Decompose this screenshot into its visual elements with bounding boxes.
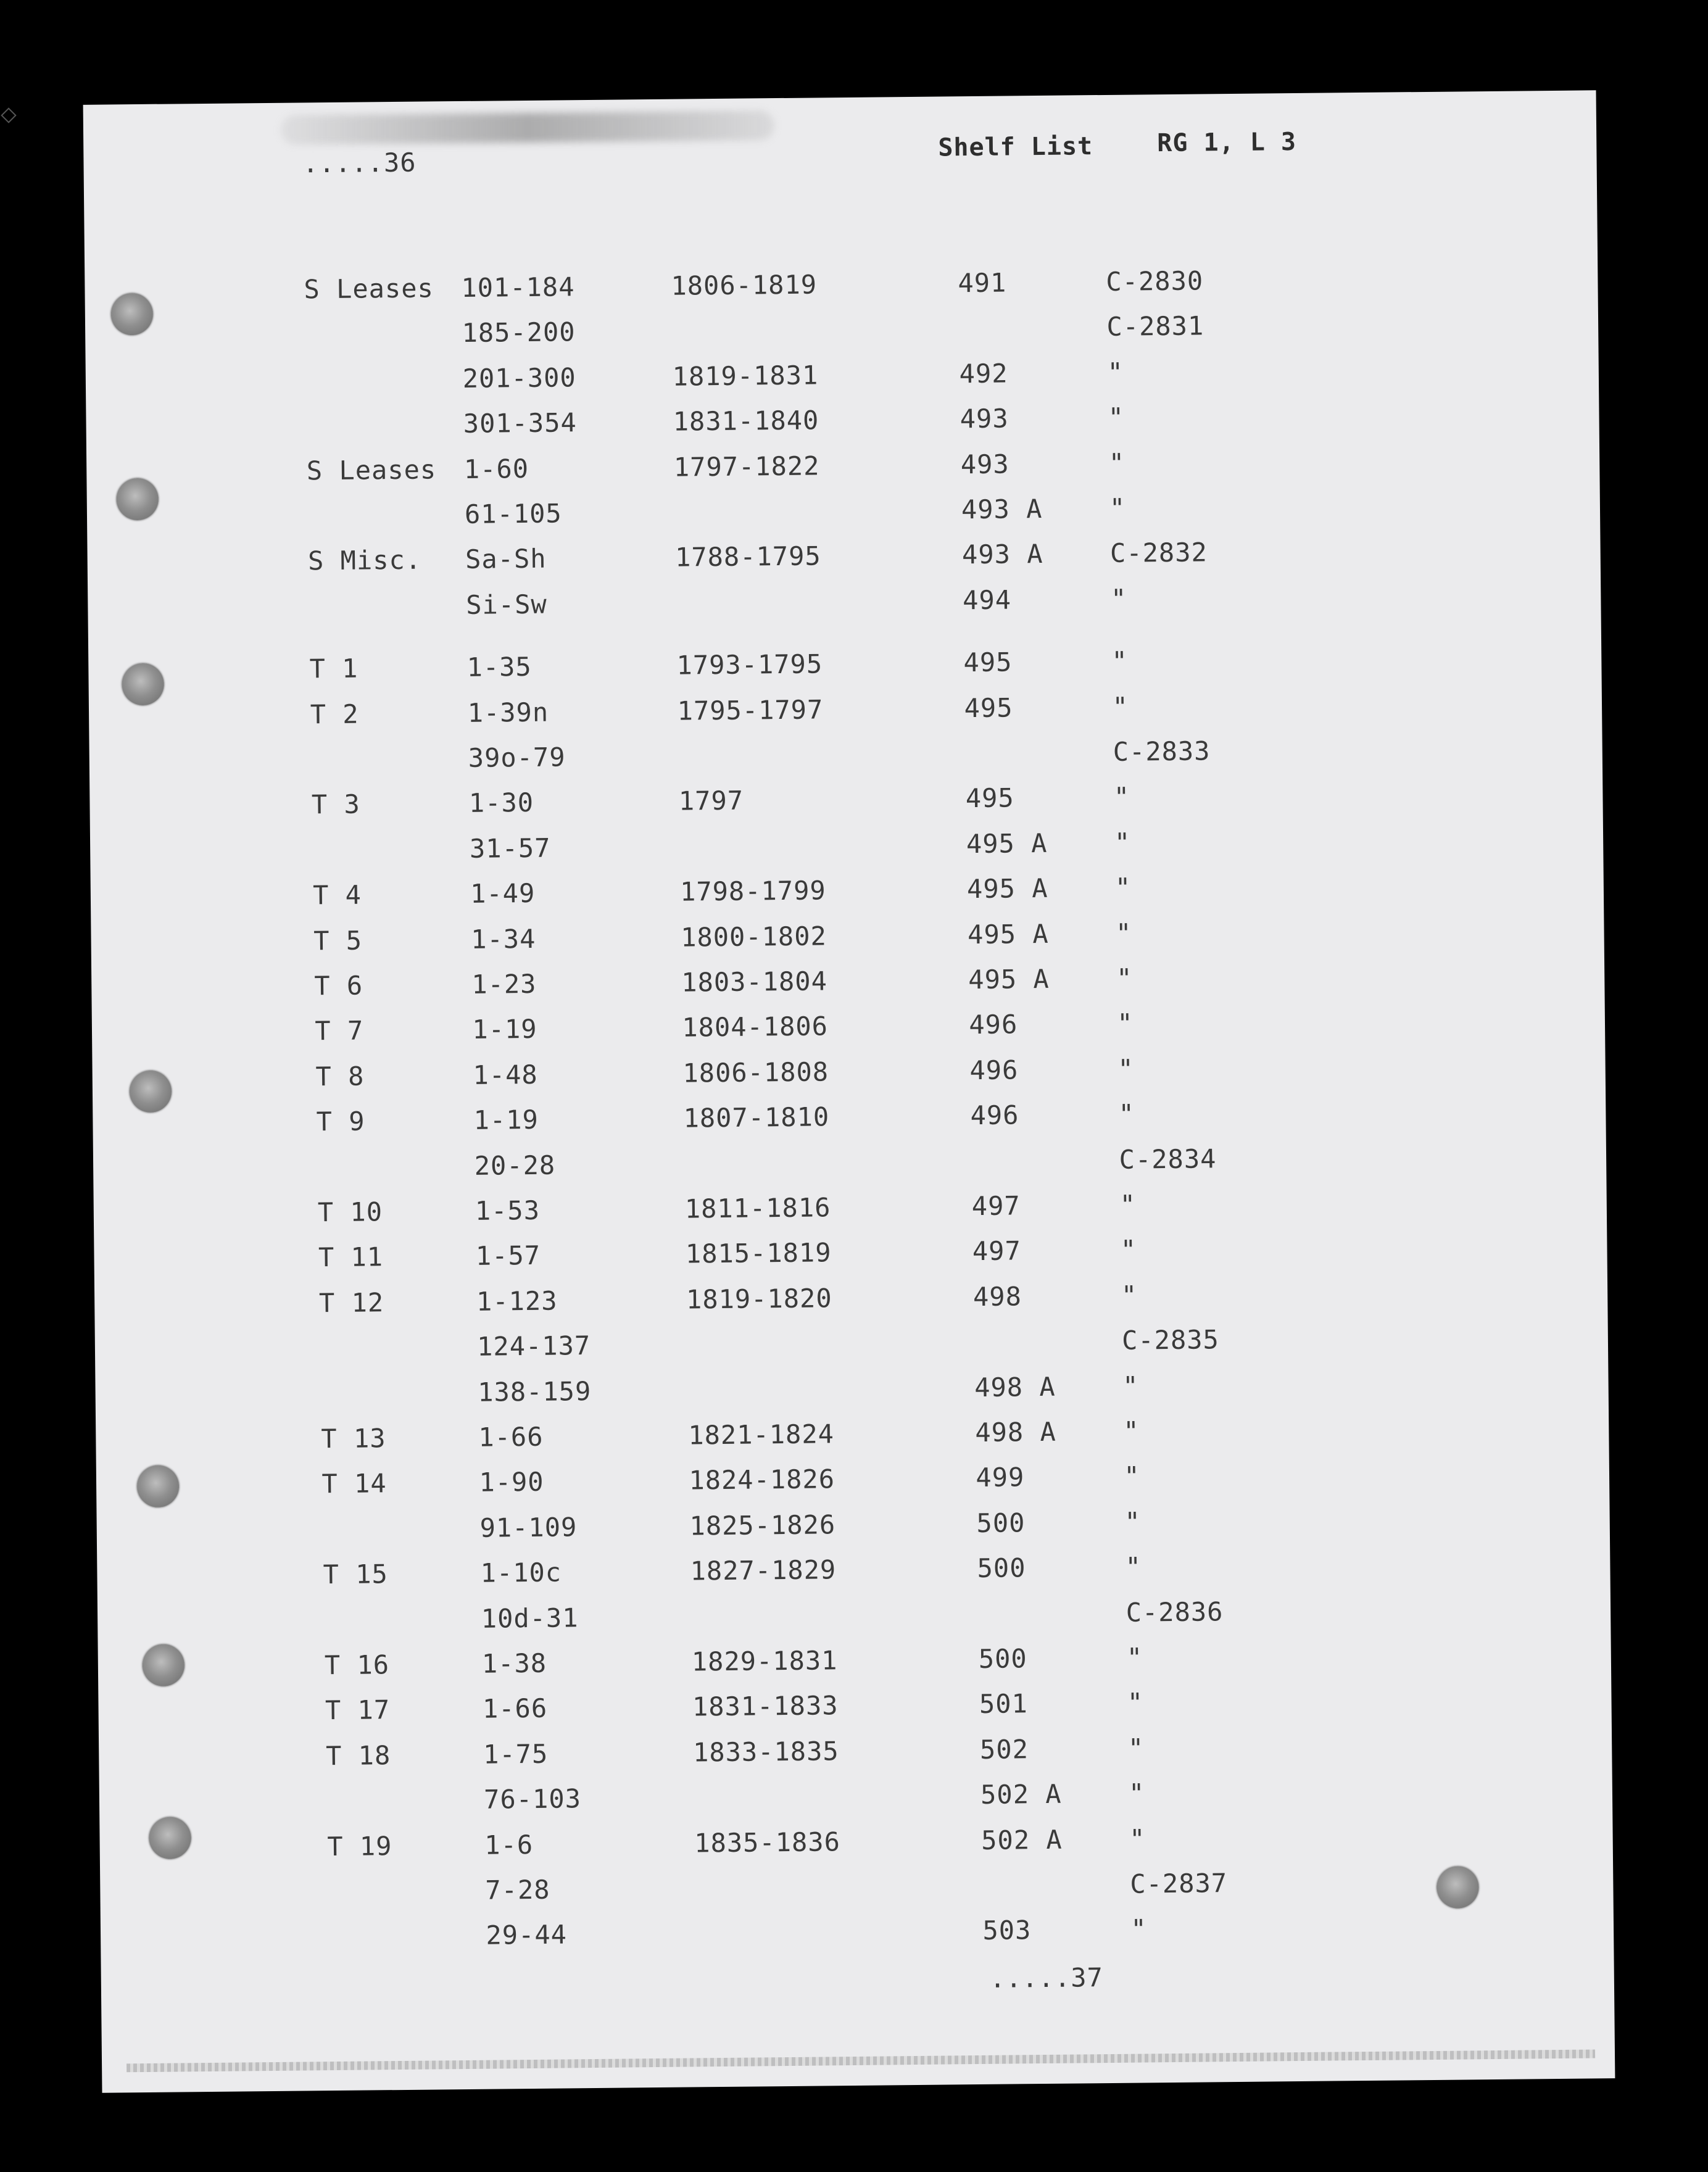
- volume-cell: 495 A: [966, 827, 1048, 859]
- years-cell: 1807-1810: [683, 1101, 830, 1134]
- range-cell: 61-105: [464, 498, 562, 529]
- range-cell: 201-300: [462, 362, 576, 394]
- volume-cell: 495 A: [968, 963, 1050, 995]
- years-cell: 1819-1831: [672, 360, 819, 392]
- years-cell: 1824-1826: [689, 1464, 835, 1496]
- volume-cell: 493: [960, 449, 1009, 479]
- years-cell: 1821-1824: [688, 1419, 835, 1451]
- years-cell: 1827-1829: [690, 1554, 837, 1586]
- series-cell: T 17: [325, 1694, 391, 1726]
- series-cell: S Leases: [304, 273, 434, 305]
- reel-cell: ": [1124, 1506, 1142, 1537]
- range-cell: 185-200: [462, 317, 576, 349]
- years-cell: 1798-1799: [679, 875, 826, 907]
- volume-cell: 491: [958, 267, 1007, 299]
- range-cell: 1-30: [468, 787, 534, 819]
- range-cell: Sa-Sh: [465, 544, 547, 575]
- range-cell: 101-184: [461, 272, 575, 303]
- volume-cell: 494: [962, 584, 1012, 615]
- range-cell: 1-57: [475, 1240, 541, 1272]
- page-reference: .....36: [302, 147, 417, 179]
- reel-cell: ": [1108, 447, 1126, 478]
- series-cell: T 4: [312, 879, 362, 911]
- record-group: RG 1, L 3: [1157, 127, 1297, 158]
- range-cell: 1-39n: [467, 697, 549, 728]
- years-cell: 1797-1822: [673, 450, 820, 483]
- reel-cell: ": [1108, 402, 1125, 433]
- series-cell: T 10: [317, 1196, 383, 1228]
- volume-cell: 498 A: [975, 1416, 1056, 1448]
- reel-cell: ": [1128, 1778, 1145, 1809]
- years-cell: 1811-1816: [684, 1192, 831, 1224]
- series-cell: T 12: [318, 1287, 384, 1319]
- reel-cell: C-2834: [1119, 1143, 1217, 1175]
- years-cell: 1806-1808: [682, 1056, 829, 1088]
- volume-cell: 502 A: [981, 1824, 1063, 1855]
- volume-cell: 493 A: [961, 493, 1043, 525]
- binder-hole: [149, 1817, 191, 1859]
- continuation-reference: .....37: [989, 1962, 1104, 1994]
- page-bottom-edge: [126, 2049, 1595, 2072]
- range-cell: 31-57: [469, 832, 551, 864]
- range-cell: 10d-31: [481, 1602, 579, 1634]
- years-cell: 1831-1840: [673, 405, 819, 437]
- binder-hole: [116, 478, 159, 521]
- years-cell: 1819-1820: [686, 1283, 832, 1315]
- reel-cell: ": [1124, 1461, 1140, 1492]
- top-smudge: [281, 110, 774, 145]
- years-cell: 1831-1833: [692, 1690, 839, 1722]
- range-cell: 7-28: [485, 1874, 550, 1905]
- range-cell: 124-137: [476, 1330, 591, 1362]
- reel-cell: ": [1116, 963, 1133, 993]
- range-cell: 1-38: [481, 1648, 547, 1679]
- volume-cell: 495: [965, 782, 1014, 814]
- series-cell: T 13: [321, 1423, 386, 1454]
- volume-cell: 497: [971, 1190, 1021, 1222]
- years-cell: 1815-1819: [685, 1237, 832, 1269]
- range-cell: 76-103: [483, 1783, 582, 1815]
- range-cell: 138-159: [478, 1375, 592, 1407]
- reel-cell: ": [1114, 872, 1132, 903]
- binder-hole: [122, 663, 164, 706]
- volume-cell: 493 A: [961, 539, 1043, 570]
- series-cell: S Misc.: [307, 545, 422, 576]
- range-cell: 1-53: [475, 1195, 541, 1226]
- reel-cell: ": [1129, 1823, 1146, 1854]
- volume-cell: 498: [972, 1281, 1022, 1312]
- volume-cell: 500: [976, 1507, 1026, 1538]
- reel-cell: ": [1127, 1733, 1145, 1764]
- reel-cell: ": [1111, 645, 1129, 677]
- years-cell: 1795-1797: [677, 694, 824, 726]
- range-cell: 1-19: [472, 1014, 537, 1045]
- binder-hole: [1436, 1866, 1479, 1909]
- volume-cell: 496: [970, 1100, 1019, 1131]
- volume-cell: 499: [976, 1462, 1025, 1493]
- binder-hole: [137, 1465, 180, 1507]
- reel-cell: ": [1122, 1370, 1139, 1401]
- reel-cell: ": [1114, 827, 1131, 858]
- reel-cell: ": [1112, 691, 1129, 722]
- reel-cell: ": [1127, 1687, 1144, 1718]
- volume-cell: 495 A: [966, 873, 1048, 905]
- reel-cell: ": [1119, 1189, 1137, 1220]
- range-cell: 1-75: [483, 1738, 549, 1770]
- reel-cell: ": [1107, 357, 1124, 388]
- volume-cell: 497: [972, 1235, 1021, 1267]
- reel-cell: ": [1120, 1234, 1137, 1266]
- series-cell: T 8: [315, 1061, 365, 1092]
- range-cell: Si-Sw: [465, 589, 547, 620]
- volume-cell: 502: [979, 1734, 1029, 1765]
- range-cell: 1-23: [471, 968, 537, 1000]
- series-cell: T 14: [321, 1468, 387, 1499]
- range-cell: 1-19: [473, 1105, 539, 1136]
- years-cell: 1788-1795: [674, 541, 821, 573]
- document-page: [83, 90, 1615, 2092]
- range-cell: 301-354: [463, 407, 578, 439]
- series-cell: T 6: [314, 970, 363, 1001]
- reel-cell: C-2831: [1106, 310, 1204, 342]
- reel-cell: ": [1113, 782, 1130, 813]
- reel-cell: ": [1118, 1098, 1135, 1129]
- volume-cell: 492: [959, 358, 1008, 389]
- range-cell: 1-35: [466, 652, 532, 683]
- volume-cell: 495: [963, 647, 1013, 678]
- reel-cell: C-2830: [1106, 265, 1204, 297]
- volume-cell: 501: [979, 1688, 1029, 1720]
- series-cell: T 15: [323, 1559, 389, 1590]
- range-cell: 1-60: [463, 453, 529, 484]
- volume-cell: 503: [982, 1915, 1032, 1946]
- years-cell: 1829-1831: [691, 1645, 838, 1677]
- range-cell: 1-66: [482, 1693, 548, 1725]
- reel-cell: ": [1117, 1008, 1134, 1039]
- reel-cell: ": [1115, 918, 1132, 948]
- reel-cell: ": [1130, 1913, 1147, 1945]
- binder-hole: [143, 1644, 185, 1686]
- reel-cell: C-2835: [1121, 1324, 1220, 1356]
- range-cell: 1-6: [484, 1829, 534, 1860]
- reel-cell: ": [1109, 492, 1126, 523]
- reel-cell: C-2833: [1113, 736, 1211, 767]
- range-cell: 1-123: [476, 1285, 558, 1317]
- series-cell: T 3: [311, 789, 360, 820]
- reel-cell: ": [1123, 1416, 1140, 1446]
- range-cell: 20-28: [474, 1150, 556, 1181]
- years-cell: 1800-1802: [680, 920, 827, 953]
- years-cell: 1833-1835: [692, 1736, 839, 1768]
- volume-cell: 498 A: [974, 1371, 1056, 1403]
- range-cell: 91-109: [479, 1512, 578, 1543]
- range-cell: 1-10c: [480, 1557, 562, 1588]
- series-cell: T 16: [324, 1649, 390, 1681]
- volume-cell: 493: [960, 403, 1009, 434]
- range-cell: 29-44: [486, 1919, 568, 1951]
- series-cell: T 18: [325, 1739, 391, 1771]
- years-cell: 1825-1826: [689, 1509, 836, 1541]
- volume-cell: 495: [964, 692, 1013, 723]
- range-cell: 1-66: [478, 1421, 544, 1453]
- reel-cell: C-2832: [1109, 537, 1208, 569]
- volume-cell: 502 A: [980, 1778, 1062, 1810]
- series-cell: T 5: [313, 925, 363, 956]
- years-cell: 1835-1836: [694, 1826, 841, 1859]
- reel-cell: ": [1121, 1280, 1138, 1311]
- series-cell: T 7: [315, 1015, 364, 1047]
- reel-cell: ": [1117, 1053, 1134, 1084]
- volume-cell: 496: [969, 1009, 1018, 1040]
- reel-cell: ": [1110, 583, 1127, 614]
- volume-cell: 500: [977, 1552, 1026, 1584]
- page-title: Shelf List: [938, 132, 1093, 162]
- series-cell: S Leases: [306, 454, 437, 486]
- years-cell: 1803-1804: [681, 966, 828, 998]
- series-cell: T 1: [309, 653, 359, 684]
- series-cell: T 11: [318, 1241, 384, 1273]
- reel-cell: C-2837: [1130, 1868, 1228, 1899]
- volume-cell: 495 A: [967, 918, 1049, 950]
- series-cell: T 19: [327, 1830, 392, 1862]
- years-cell: 1806-1819: [671, 269, 818, 301]
- reel-cell: ": [1126, 1642, 1143, 1673]
- years-cell: 1797: [678, 785, 744, 817]
- series-cell: T 9: [316, 1106, 365, 1137]
- range-cell: 1-34: [470, 923, 536, 955]
- volume-cell: 496: [969, 1055, 1019, 1085]
- range-cell: 1-48: [473, 1059, 538, 1090]
- reel-cell: C-2836: [1126, 1596, 1224, 1628]
- range-cell: 1-90: [479, 1467, 544, 1498]
- range-cell: 39o-79: [468, 742, 566, 773]
- range-cell: 1-49: [470, 878, 536, 910]
- reel-cell: ": [1125, 1551, 1142, 1582]
- volume-cell: 500: [978, 1643, 1027, 1675]
- years-cell: 1793-1795: [676, 649, 823, 681]
- years-cell: 1804-1806: [682, 1011, 829, 1043]
- binder-hole: [111, 293, 154, 336]
- scan-corner-mark: [1, 107, 16, 123]
- binder-hole: [130, 1071, 172, 1113]
- series-cell: T 2: [310, 698, 359, 729]
